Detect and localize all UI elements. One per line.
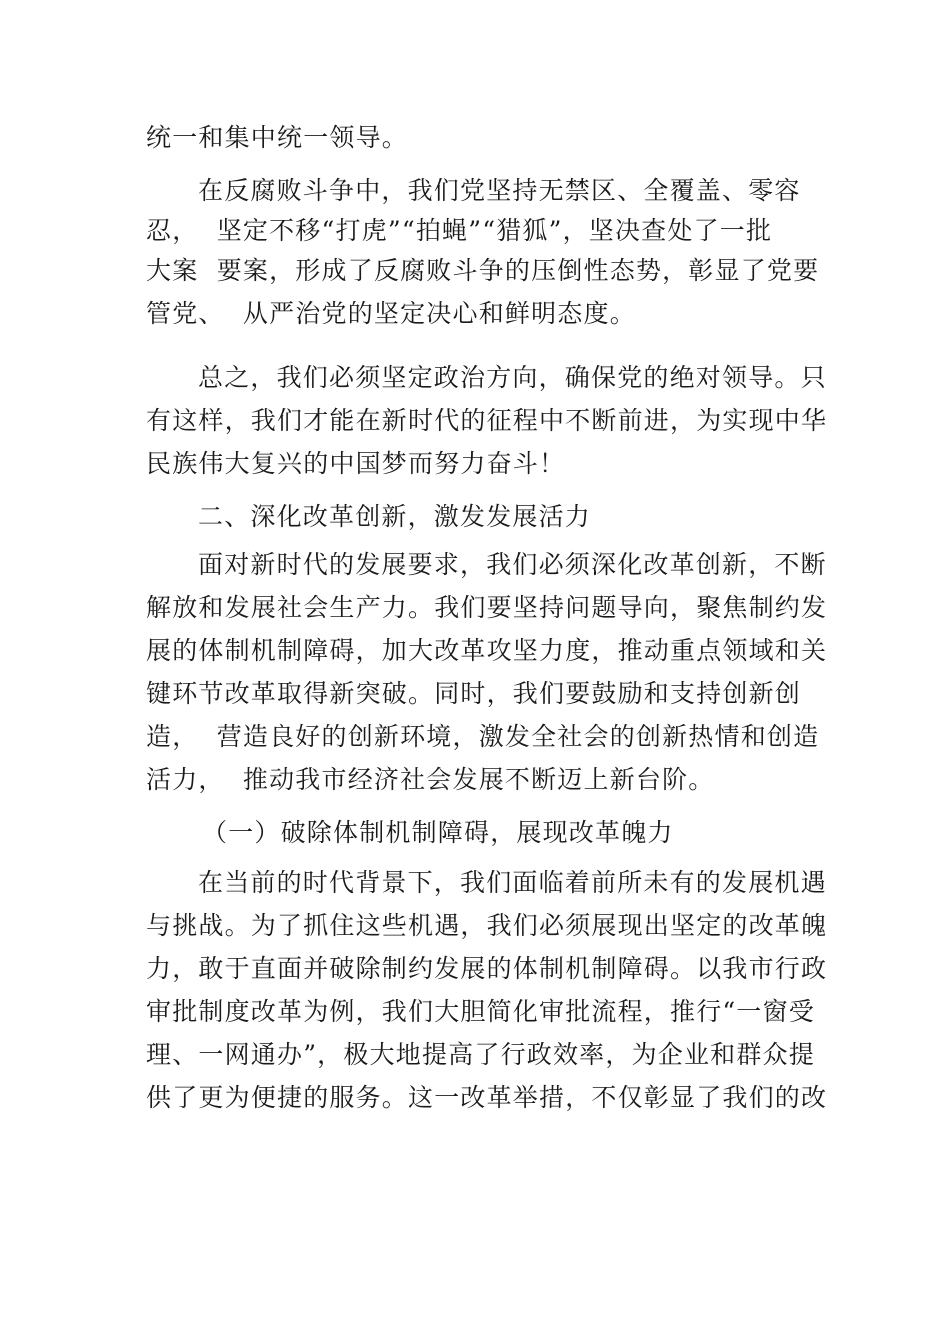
- text-line: 解放和发展社会生产力。我们要坚持问题导向，聚焦制约发: [146, 593, 828, 622]
- text-line: 管党、 从严治党的坚定决心和鲜明态度。: [146, 299, 636, 328]
- text-line: 忍， 坚定不移“打虎”“拍蝇”“猎狐”，坚决查处了一批: [146, 216, 773, 245]
- text-line: 审批制度改革为例，我们大胆简化审批流程，推行“一窗受: [146, 997, 815, 1026]
- text-line: 力，敢于直面并破除制约发展的体制机制障碍。以我市行政: [146, 954, 828, 983]
- text-line: 键环节改革取得新突破。同时，我们要鼓励和支持创新创: [146, 679, 802, 708]
- text-line: 民族伟大复兴的中国梦而努力奋斗！: [146, 449, 566, 478]
- text-line: 展的体制机制障碍，加大改革攻坚力度，推动重点领域和关: [146, 636, 828, 665]
- text-line: 在当前的时代背景下，我们面临着前所未有的发展机遇: [198, 868, 827, 897]
- text-line: 造， 营造良好的创新环境，激发全社会的创新热情和创造: [146, 722, 820, 751]
- section-heading: 二、深化改革创新，激发发展活力: [198, 502, 592, 531]
- text-line: 有这样，我们才能在新时代的征程中不断前进，为实现中华: [146, 406, 828, 435]
- text-line: 总之，我们必须坚定政治方向，确保党的绝对领导。只: [198, 363, 827, 392]
- subsection-heading: （一）破除体制机制障碍，展现改革魄力: [202, 818, 674, 847]
- text-line: 在反腐败斗争中，我们党坚持无禁区、全覆盖、零容: [198, 176, 801, 205]
- text-line: 活力， 推动我市经济社会发展不断迈上新台阶。: [146, 765, 715, 794]
- text-line: 与挑战。为了抓住这些机遇，我们必须展现出坚定的改革魄: [146, 911, 828, 940]
- text-line: 统一和集中统一领导。: [146, 123, 409, 152]
- text-line: 理、一网通办”，极大地提高了行政效率，为企业和群众提: [146, 1040, 815, 1069]
- text-line: 供了更为便捷的服务。这一改革举措，不仅彰显了我们的改: [146, 1083, 828, 1112]
- text-line: 面对新时代的发展要求，我们必须深化改革创新，不断: [198, 550, 827, 579]
- text-line: 大案 要案，形成了反腐败斗争的压倒性态势，彰显了党要: [146, 256, 820, 285]
